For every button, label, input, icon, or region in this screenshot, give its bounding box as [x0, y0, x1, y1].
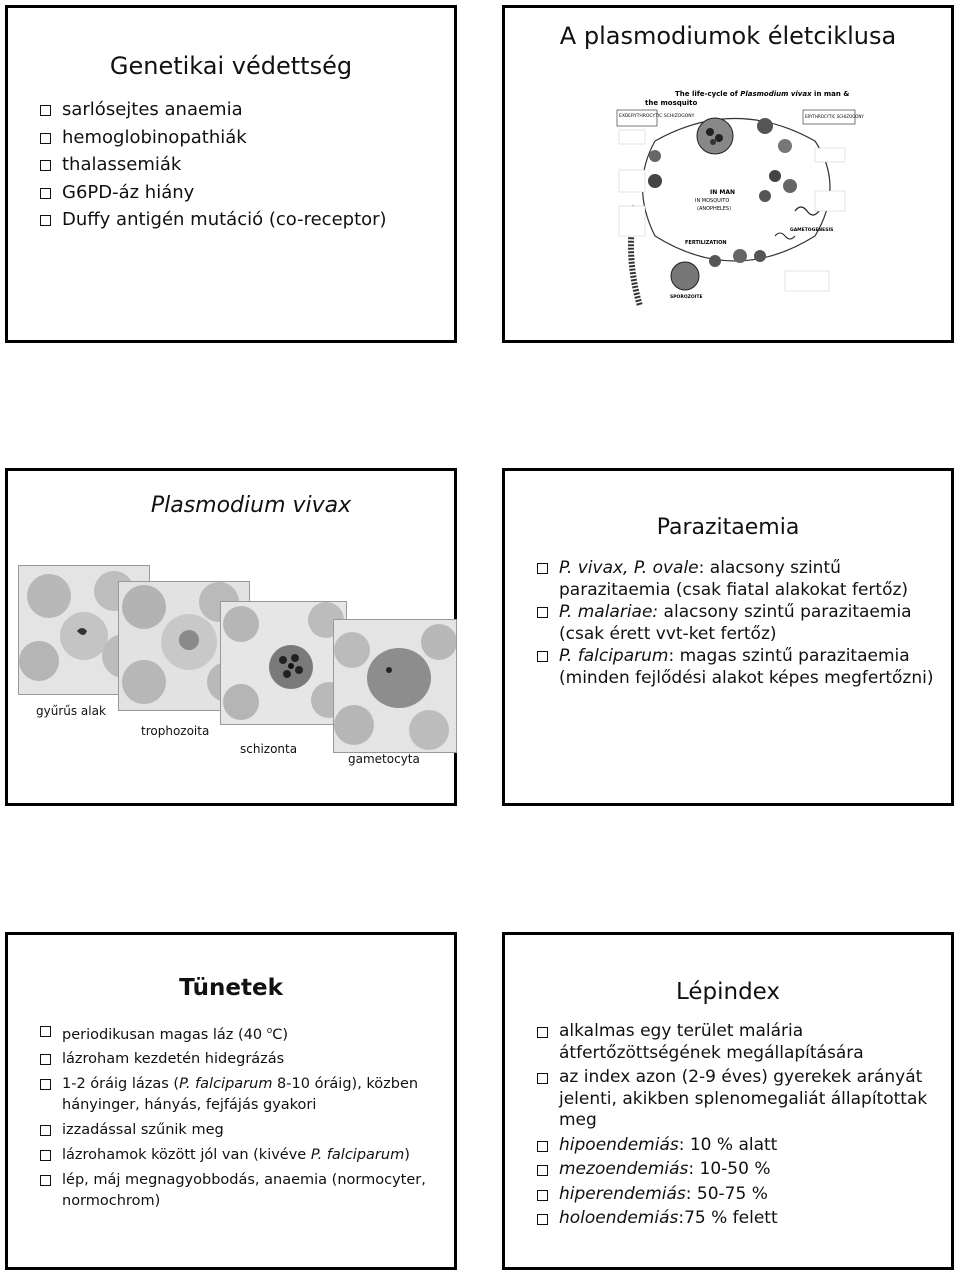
- list-item: hipoendemiás: 10 % alatt: [537, 1135, 937, 1157]
- list-item: hemoglobinopathiák: [40, 124, 387, 152]
- list-item: lázroham kezdetén hidegrázás: [40, 1049, 450, 1070]
- checkbox-bullet-icon: [40, 1026, 51, 1037]
- svg-text:(ANOPHELES): (ANOPHELES): [697, 206, 732, 212]
- list-item: mezoendemiás: 10-50 %: [537, 1159, 937, 1181]
- slide-genetic-protection: [5, 5, 457, 343]
- checkbox-bullet-icon: [40, 1175, 51, 1186]
- checkbox-bullet-icon: [40, 1150, 51, 1161]
- bullet-list: [40, 96, 387, 234]
- slide-title: Tünetek: [179, 975, 283, 1001]
- checkbox-bullet-icon: [40, 188, 51, 199]
- slide-title: Lépindex: [675, 979, 781, 1005]
- checkbox-bullet-icon: [537, 651, 548, 662]
- checkbox-bullet-icon: [537, 1073, 548, 1084]
- checkbox-bullet-icon: [40, 133, 51, 144]
- svg-text:ERYTHROCYTIC SCHIZOGONY: ERYTHROCYTIC SCHIZOGONY: [805, 114, 864, 119]
- caption-trophozoite: trophozoita: [141, 724, 210, 738]
- list-item: P. malariae: alacsony szintű parazitaemia (csak érett vvt-ket fertőz): [537, 601, 947, 645]
- list-item: P. falciparum: magas szintű parazitaemia (minden fejlődési alakot képes megfertőzni): [537, 645, 947, 689]
- slide-title: Plasmodium vivax: [150, 493, 352, 518]
- slide-symptoms: [5, 932, 457, 1270]
- checkbox-bullet-icon: [40, 215, 51, 226]
- checkbox-bullet-icon: [537, 1165, 548, 1176]
- list-item: G6PD-áz hiány: [40, 179, 387, 207]
- figure-title: The life-cycle of Plasmodium vivax in man &: [675, 90, 850, 98]
- lifecycle-diagram-icon: [615, 86, 865, 318]
- svg-text:GAMETOGENESIS: GAMETOGENESIS: [790, 228, 834, 233]
- checkbox-bullet-icon: [537, 1214, 548, 1225]
- slide-lifecycle: [502, 5, 954, 343]
- list-item: izzadással szűnik meg: [40, 1120, 450, 1141]
- micrograph-gametocyte: [333, 619, 457, 753]
- bullet-list: [40, 1021, 450, 1212]
- checkbox-bullet-icon: [40, 1054, 51, 1065]
- checkbox-bullet-icon: [537, 1141, 548, 1152]
- caption-gametocyte: gametocyta: [348, 752, 420, 766]
- list-item: periodikusan magas láz (40 $^o$C): [40, 1021, 450, 1046]
- list-item: holoendemiás:75 % felett: [537, 1208, 937, 1230]
- svg-text:the mosquito: the mosquito: [645, 99, 698, 107]
- caption-schizont: schizonta: [240, 742, 298, 756]
- list-item: 1-2 óráig lázas (P. falciparum 8-10 óráig), közben hányinger, hányás, fejfájás gyakori: [40, 1074, 450, 1116]
- checkbox-bullet-icon: [40, 1125, 51, 1136]
- svg-text:EXOERYTHROCYTIC SCHIZOGONY: EXOERYTHROCYTIC SCHIZOGONY: [619, 114, 695, 119]
- slide-title: A plasmodiumok életciklusa: [559, 22, 897, 50]
- list-item: sarlósejtes anaemia: [40, 96, 387, 124]
- list-item: lép, máj megnagyobbodás, anaemia (normocyter, normochrom): [40, 1170, 450, 1212]
- bullet-list: [537, 557, 947, 689]
- list-item: thalassemiák: [40, 151, 387, 179]
- list-item: lázrohamok között jól van (kivéve P. falciparum): [40, 1145, 450, 1166]
- checkbox-bullet-icon: [537, 1190, 548, 1201]
- list-item: Duffy antigén mutáció (co-receptor): [40, 206, 387, 234]
- svg-text:FERTILIZATION: FERTILIZATION: [685, 240, 727, 246]
- checkbox-bullet-icon: [40, 160, 51, 171]
- checkbox-bullet-icon: [40, 1079, 51, 1090]
- checkbox-bullet-icon: [537, 607, 548, 618]
- checkbox-bullet-icon: [537, 1027, 548, 1038]
- slide-title: Genetikai védettség: [109, 52, 353, 80]
- lifecycle-figure: [615, 86, 865, 318]
- list-item: alkalmas egy terület malária átfertőzöttségének megállapítására: [537, 1021, 937, 1064]
- slide-parasitaemia: [502, 468, 954, 806]
- list-item: P. vivax, P. ovale: alacsony szintű parazitaemia (csak fiatal alakokat fertőz): [537, 557, 947, 601]
- list-item: hiperendemiás: 50-75 %: [537, 1184, 937, 1206]
- caption-ring-form: gyűrűs alak: [36, 704, 106, 718]
- bullet-list: [537, 1021, 937, 1230]
- micrograph-schizont: [220, 601, 347, 725]
- slide-spleen-index: [502, 932, 954, 1270]
- checkbox-bullet-icon: [40, 105, 51, 116]
- svg-text:SPOROZOITE: SPOROZOITE: [670, 295, 703, 300]
- checkbox-bullet-icon: [537, 563, 548, 574]
- slide-title: Parazitaemia: [656, 515, 800, 540]
- slide-plasmodium-vivax: [5, 468, 457, 806]
- list-item: az index azon (2-9 éves) gyerekek arányát jelenti, akikben splenomegaliát állapítottak meg: [537, 1067, 937, 1132]
- svg-text:IN MOSQUITO: IN MOSQUITO: [695, 198, 730, 204]
- svg-text:IN MAN: IN MAN: [710, 189, 735, 196]
